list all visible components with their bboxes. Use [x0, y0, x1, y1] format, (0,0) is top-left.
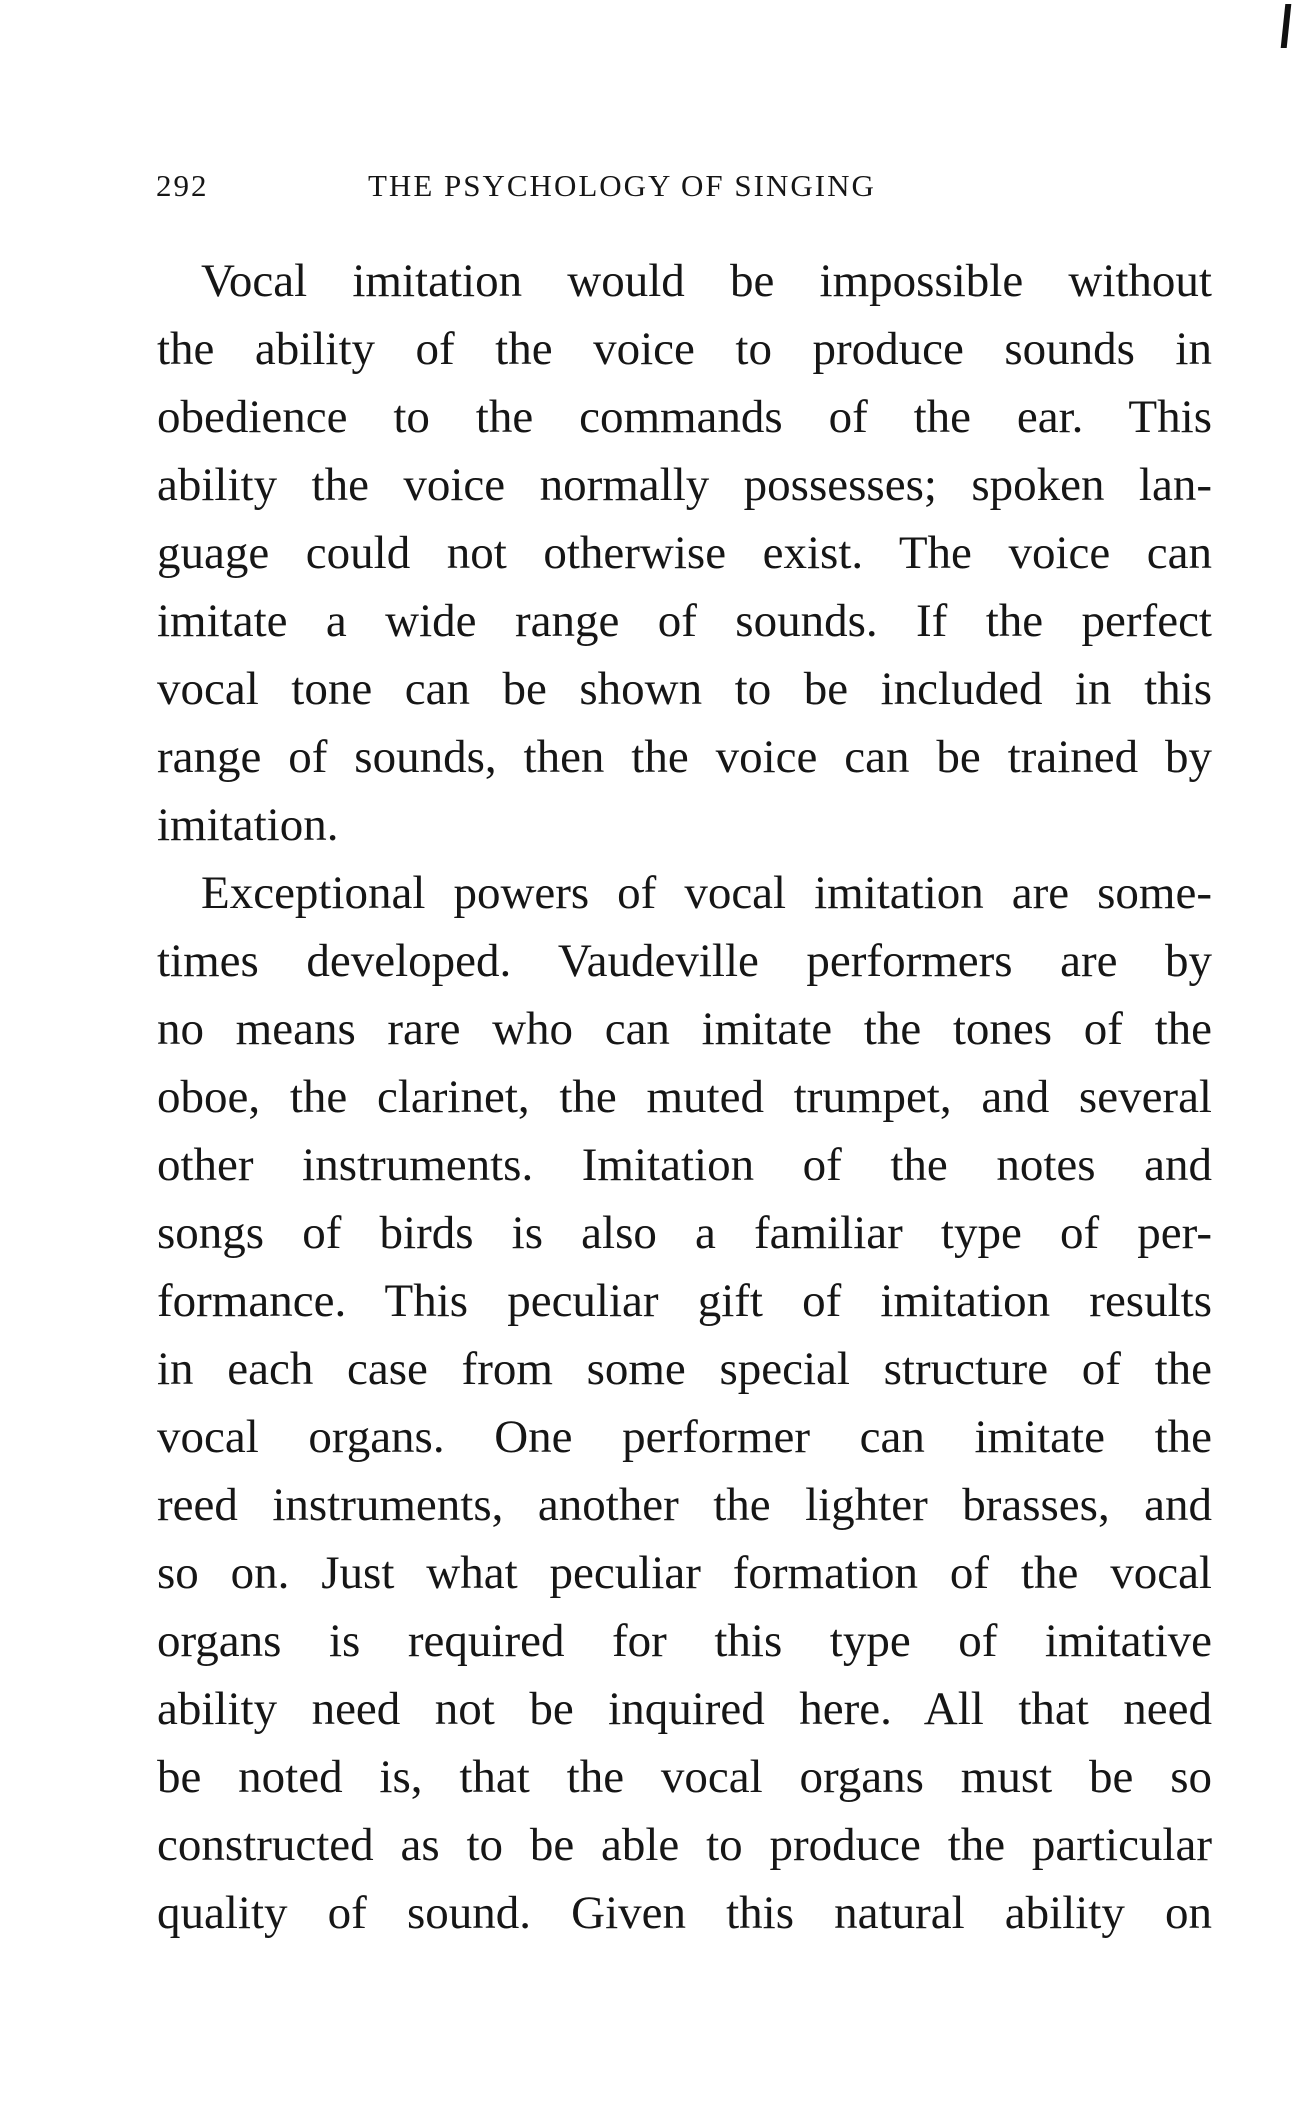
text-line: reed instruments, another the lighter brasses, and	[157, 1479, 1212, 1531]
text-line: ability need not be inquired here. All that need	[157, 1683, 1212, 1735]
text-line: no means rare who can imitate the tones of the	[157, 1003, 1212, 1055]
text-line: quality of sound. Given this natural ability on	[157, 1887, 1212, 1939]
text-line: ability the voice normally possesses; spoken lan-	[157, 459, 1212, 511]
text-line: Vocal imitation would be impossible without	[201, 255, 1212, 307]
text-line: oboe, the clarinet, the muted trumpet, and several	[157, 1071, 1212, 1123]
body-text	[157, 247, 1212, 1947]
text-line: organs is required for this type of imitative	[157, 1615, 1212, 1667]
paragraph-1	[157, 247, 1212, 859]
running-head	[156, 168, 1206, 208]
scan-edge-mark	[1281, 4, 1292, 48]
text-line: Exceptional powers of vocal imitation are some-	[201, 867, 1212, 919]
text-line: imitate a wide range of sounds. If the perfect	[157, 595, 1212, 647]
text-line: be noted is, that the vocal organs must be so	[157, 1751, 1212, 1803]
text-line: the ability of the voice to produce sounds in	[157, 323, 1212, 375]
text-line: guage could not otherwise exist. The voice can	[157, 527, 1212, 579]
text-line: range of sounds, then the voice can be trained by	[157, 731, 1212, 783]
text-line: songs of birds is also a familiar type of per-	[157, 1207, 1212, 1259]
text-line: so on. Just what peculiar formation of the vocal	[157, 1547, 1212, 1599]
text-line: vocal tone can be shown to be included in this	[157, 663, 1212, 715]
text-line: in each case from some special structure of the	[157, 1343, 1212, 1395]
page-number: 292	[156, 168, 209, 203]
text-line: obedience to the commands of the ear. This	[157, 391, 1212, 443]
text-line: other instruments. Imitation of the notes and	[157, 1139, 1212, 1191]
text-line: times developed. Vaudeville performers are by	[157, 935, 1212, 987]
text-line: formance. This peculiar gift of imitation results	[157, 1275, 1212, 1327]
text-line: vocal organs. One performer can imitate the	[157, 1411, 1212, 1463]
text-line: constructed as to be able to produce the particular	[157, 1819, 1212, 1871]
paragraph-2	[157, 859, 1212, 1947]
text-line: imitation.	[157, 799, 339, 851]
running-title: THE PSYCHOLOGY OF SINGING	[368, 168, 876, 203]
